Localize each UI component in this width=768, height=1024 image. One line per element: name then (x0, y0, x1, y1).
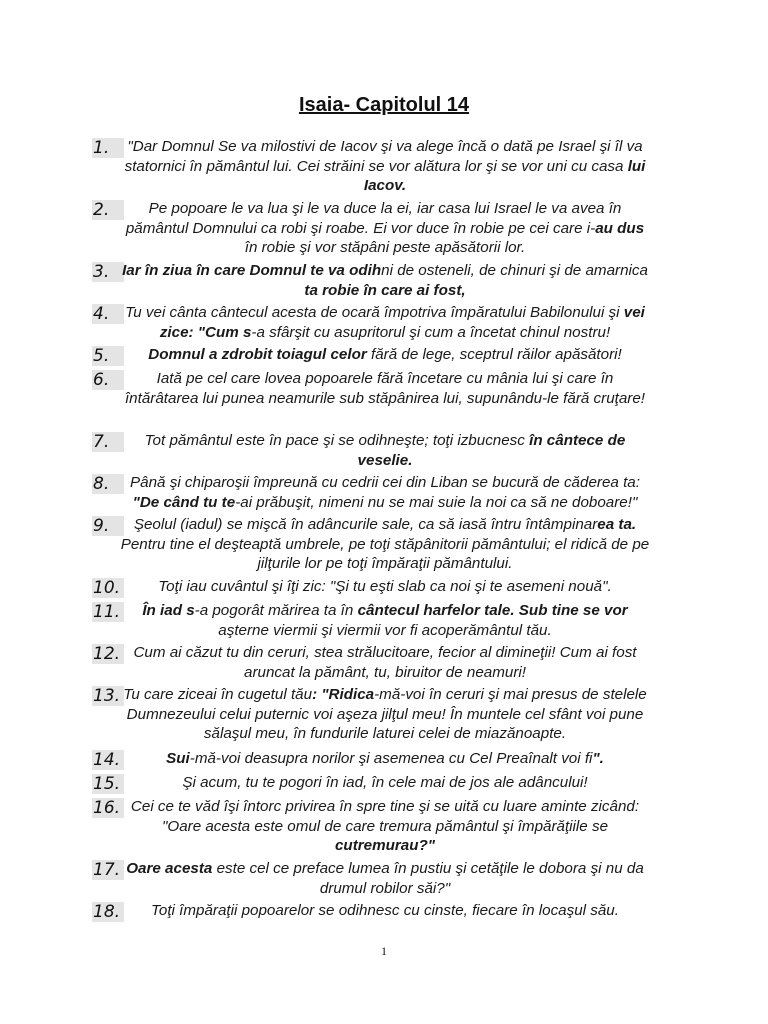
verse-text-segment: Tu vei cânta cântecul acesta de ocară împotriva împăratului Babilonului şi (125, 304, 624, 321)
verse-number: 14. (92, 750, 124, 770)
verse-text-bold: "De când tu te (132, 493, 236, 511)
verse-text-segment: Cei ce te văd îşi întorc privirea în spre tine şi se uită cu luare aminte zicând: "Oare acesta este omul de care tremura pământul şi împărăţiile se (130, 798, 640, 835)
verse-text-bold: cântecul harfelor tale. Sub tine se vor (357, 602, 628, 619)
verse-text-segment: Până şi chiparoşii împreună cu cedrii cei din Liban se bucură de căderea ta: (130, 474, 640, 491)
verse-text-segment: ni de osteneli, de chinuri şi de amarnica (381, 262, 648, 279)
verse-text (120, 643, 650, 682)
verse-text-segment: Şi acum, tu te pogori în iad, în cele mai de jos ale adâncului! (182, 774, 588, 791)
page-title: Isaia- Capitolul 14 (298, 94, 470, 116)
verse-text (120, 797, 650, 856)
verse-text (120, 473, 650, 512)
verse-number: 1. (92, 138, 124, 158)
verse-text-bold: ta robie în care ai fost, (304, 281, 466, 299)
page-number: 1 (381, 944, 387, 958)
verse-number: 2. (92, 200, 124, 220)
verse-text-segment: "Dar Domnul Se va milostivi de Iacov şi va alege încă o dată pe Israel şi îl va statornici în pământul lui. Cei străini se vor alătura lor şi se vor uni cu casa (124, 138, 643, 175)
verse-text-segment: -a sfârşit cu asupritorul şi cum a încetat chinul nostru! (251, 323, 611, 341)
verse-text (120, 303, 650, 342)
verse-text (120, 577, 650, 597)
verse-text-segment: -ai prăbuşit, nimeni nu se mai suie la noi ca să ne doboare!" (235, 493, 638, 511)
verse-text-bold: lui Iacov. (363, 157, 646, 195)
verse-text-bold: cutremurau?" (334, 837, 436, 855)
verse-text-segment: aşterne viermii şi viermii vor fi acoperământul tău. (218, 621, 552, 639)
verse-text (120, 261, 650, 300)
verse-text-segment: Şeolul (iadul) se mişcă în adâncurile sale, ca să iasă întru întâmpinar (133, 516, 598, 533)
verse-text (120, 345, 650, 365)
verse-text-segment: Pe popoare le va lua şi le va duce la ei, iar casa lui Israel le va avea în pământul Domnului ca robi şi roabe. Ei vor duce în robie pe cei care i- (125, 200, 622, 237)
verse-text (120, 515, 650, 574)
verse-number: 11. (92, 602, 124, 622)
verse-text-segment: fără de lege, sceptrul răilor apăsători! (366, 346, 622, 363)
verse-text-bold: vei zice: "Cum s (159, 304, 645, 341)
verse-number: 3. (92, 262, 124, 282)
verse-text (120, 601, 650, 640)
verse-number: 12. (92, 644, 124, 664)
verse-text-segment: Cum ai căzut tu din ceruri, stea strălucitoare, fecior al dimineţii! Cum ai fost aruncat la pământ, tu, biruitor de neamuri! (133, 644, 637, 681)
verse-text (120, 773, 650, 793)
verse-text-segment: Tu care ziceai în cugetul tău (123, 686, 313, 703)
verse-text-segment: Toţi împăraţii popoarelor se odihnesc cu cinste, fiecare în locaşul său. (151, 902, 619, 919)
verse-text-bold: Iar în ziua în care Domnul te va odih (122, 262, 382, 279)
verse-text-bold: Sui (166, 750, 190, 767)
verse-number: 13. (92, 686, 124, 706)
verse-number: 9. (92, 516, 124, 536)
verse-text-segment: în robie şi vor stăpâni peste apăsătorii lor. (244, 239, 526, 257)
verse-text-bold: : "Ridica (312, 686, 375, 703)
verse-text (120, 137, 650, 196)
verse-text-segment: -a pogorât mărirea ta în (194, 602, 358, 619)
verse-text-bold: în cântece de veselie. (357, 432, 626, 469)
verse-text (120, 199, 650, 258)
verse-text-segment: Iată pe cel care lovea popoarele fără încetare cu mânia lui şi care în întărâtarea lui punea neamurile sub stăpânirea lui, supunându-le fără cruţare! (124, 370, 646, 407)
verse-text-bold: ea ta. (597, 516, 637, 533)
verse-number: 7. (92, 432, 124, 452)
verse-text (120, 431, 650, 470)
verse-number: 10. (92, 578, 124, 598)
verse-text (120, 369, 650, 408)
verse-number: 6. (92, 370, 124, 390)
verse-text-segment: -mă-voi în ceruri şi mai presus de stelele Dumnezeului celui puternic voi aşeza jilţul meu! În muntele cel sfânt voi pune sălaşul meu, în fundurile laturei celei de miazănoapte. (126, 686, 647, 743)
verse-text-bold: În iad s (142, 602, 195, 619)
verse-number: 8. (92, 474, 124, 494)
verse-number: 4. (92, 304, 124, 324)
verse-text-segment: Pentru tine el deşteaptă umbrele, pe toţi stăpânitorii pământului; el ridică de pe jilţurile lor pe toţi împăraţii pământului. (120, 535, 650, 573)
verse-text (120, 901, 650, 921)
verse-text-segment: Toţi iau cuvântul şi îţi zic: "Şi tu eşti slab ca noi şi te asemeni nouă". (158, 578, 612, 595)
verse-number: 15. (92, 774, 124, 794)
verse-number: 18. (92, 902, 124, 922)
verse-number: 5. (92, 346, 124, 366)
verse-text-bold: Domnul a zdrobit toiagul celor (148, 346, 367, 363)
verse-text-bold: ". (592, 750, 604, 767)
verse-number: 16. (92, 798, 124, 818)
verse-text-segment: -mă-voi deasupra norilor şi asemenea cu Cel Preaînalt voi fi (189, 750, 593, 767)
verse-text (120, 685, 650, 744)
verse-text (120, 859, 650, 898)
verse-number: 17. (92, 860, 124, 880)
verse-text-segment: este cel ce preface lumea în pustiu şi cetăţile le dobora şi nu da drumul robilor săi?" (212, 860, 644, 897)
verse-text-segment: Tot pământul este în pace şi se odihneşte; toţi izbucnesc (144, 432, 530, 449)
verse-text-bold: au dus (595, 219, 645, 237)
verse-text-bold: Oare acesta (126, 860, 213, 877)
verse-text (120, 749, 650, 769)
